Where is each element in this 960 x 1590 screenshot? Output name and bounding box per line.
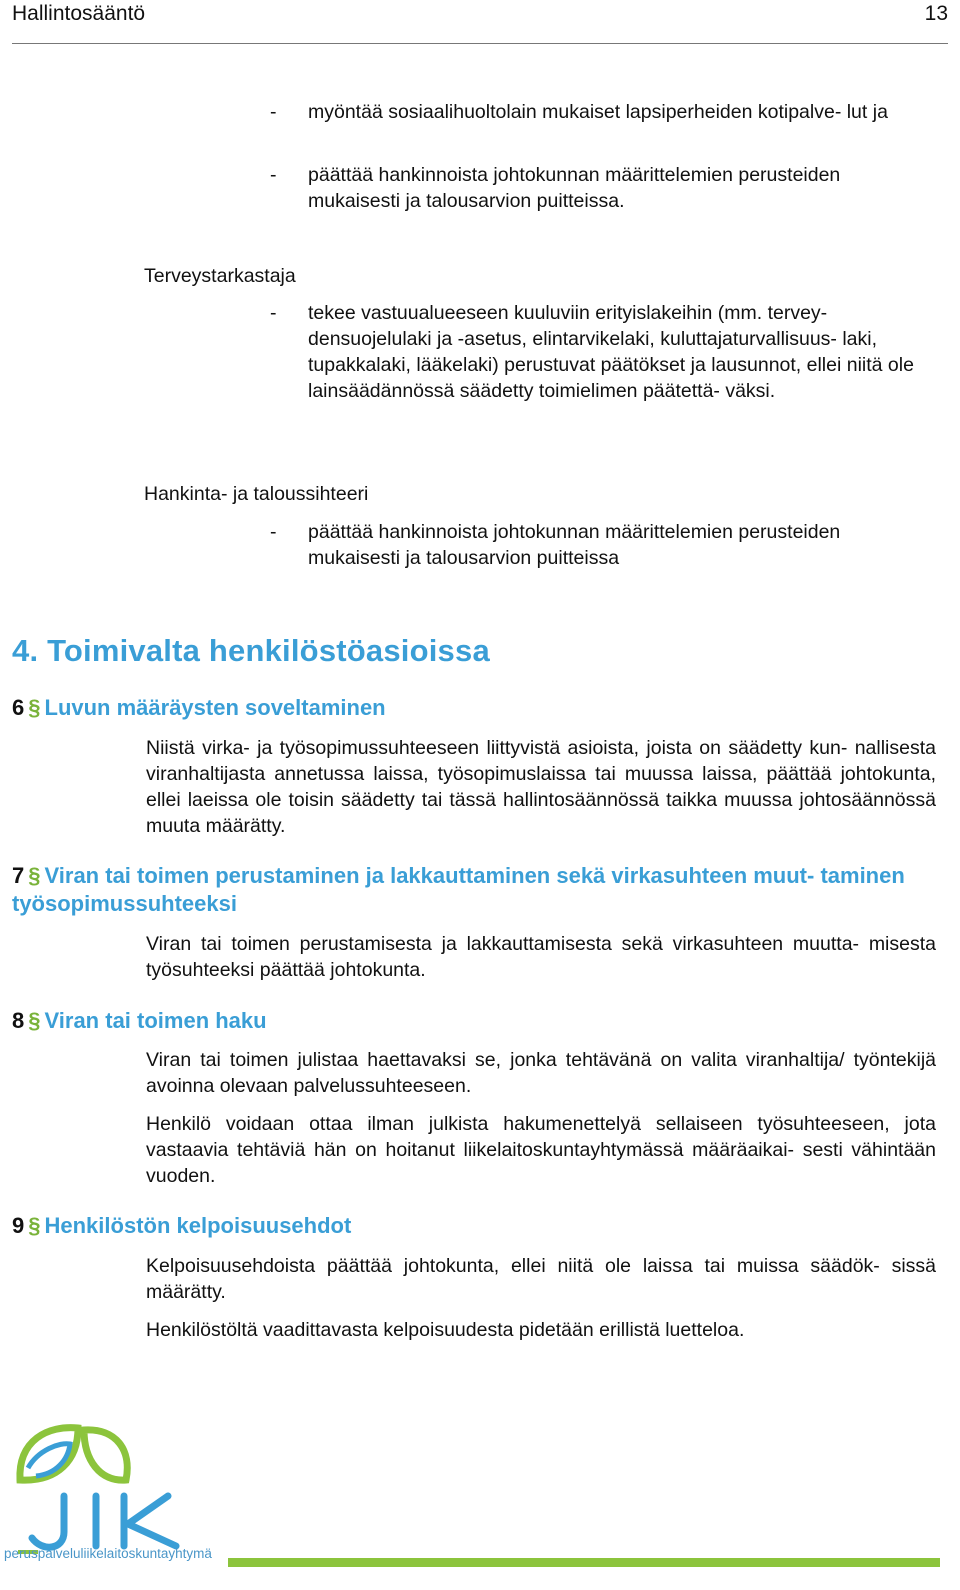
page-number: 13 [924,2,948,25]
section-number: 8 [12,1008,25,1033]
list-item-text: päättää hankinnoista johtokunnan määrittelemien perusteiden mukaisesti ja talousarvion puitteissa. [308,164,841,212]
section-number: 7 [12,863,25,888]
section-symbol: § [28,1213,41,1238]
dash-marker: - [270,302,277,324]
paragraph: Henkilöstöltä vaadittavasta kelpoisuudesta pidetään erillistä luetteloa. [146,1319,745,1341]
paragraph: Viran tai toimen julistaa haettavaksi se, jonka tehtävänä on valita viranhaltija/ työntekijä avoinna olevaan palvelussuhteeseen. [146,1049,936,1097]
logo-leaf-blue [28,1444,70,1476]
logo-letter-k-arms [128,1496,176,1546]
list-item [270,99,930,125]
paragraph: Niistä virka- ja työsopimussuhteeseen liittyvistä asioista, joista on säädetty kun- nallisesta viranhaltijasta annetussa laissa, työsopimuslaissa tai muussa laissa, päättää johtokunta, ellei laeissa ole toisin säädetty tai tässä hallintosäännössä taikka muussa johtosäännössä muuta määrätty. [146,737,936,837]
paragraph: Kelpoisuusehdoista päättää johtokunta, ellei niitä ole laissa tai muissa säädök- sissä määrätty. [146,1255,936,1303]
footer-bar [228,1558,940,1567]
chapter-heading: 4. Toimivalta henkilöstöasioissa [12,633,490,668]
paragraph: Viran tai toimen perustamisesta ja lakkauttamisesta sekä virkasuhteen muutta- misesta työsuhteeksi päättää johtokunta. [146,933,936,981]
dash-marker: - [270,521,277,543]
logo-caption: peruspalveluliikelaitoskuntayhtymä [4,1546,212,1561]
paragraph: Henkilö voidaan ottaa ilman julkista hakumenettelyä sellaiseen työsuhteeseen, jota vastaavia tehtäviä hän on hoitanut liikelaitoskuntayhtymässä määräaikai- sesti vähintään vuoden. [146,1113,936,1187]
section-title: Luvun määräysten soveltaminen [44,695,386,720]
section-symbol: § [28,863,41,888]
document-title: Hallintosääntö [12,2,146,25]
header-rule [12,43,948,44]
list-item-text: päättää hankinnoista johtokunnan määrittelemien perusteiden mukaisesti ja talousarvion puitteissa [308,521,841,569]
list-item-text: myöntää sosiaalihuoltolain mukaiset lapsiperheiden kotipalve- lut ja [308,101,888,123]
section-number: 9 [12,1213,25,1238]
section-heading [12,1212,932,1240]
dash-marker: - [270,164,277,186]
section-heading [12,862,932,918]
dash-marker: - [270,101,277,123]
section-heading [12,694,932,722]
role-heading: Terveystarkastaja [144,265,296,287]
page-header [12,0,948,46]
logo-leaf-green-right [84,1430,127,1480]
list-item [270,162,930,214]
section-symbol: § [28,695,41,720]
logo-letter-j [32,1496,64,1547]
section-title: Viran tai toimen perustaminen ja lakkauttaminen sekä virkasuhteen muut- taminen työsopimussuhteeksi [12,863,905,916]
section-title: Henkilöstön kelpoisuusehdot [44,1213,352,1238]
section-symbol: § [28,1008,41,1033]
section-heading [12,1007,932,1035]
role-heading: Hankinta- ja taloussihteeri [144,483,369,505]
section-number: 6 [12,695,25,720]
list-item [270,519,930,571]
section-title: Viran tai toimen haku [44,1008,267,1033]
list-item [270,300,930,404]
list-item-text: tekee vastuualueeseen kuuluviin erityislakeihin (mm. tervey- densuojelulaki ja -asetus, elintarvikelaki, kuluttajaturvallisuus- laki, tupakkalaki, lääkelaki) perustuvat päätökset ja lausunnot, ellei niitä ole lainsäädännössä säädetty toimielimen päätettä- väksi. [308,302,914,402]
